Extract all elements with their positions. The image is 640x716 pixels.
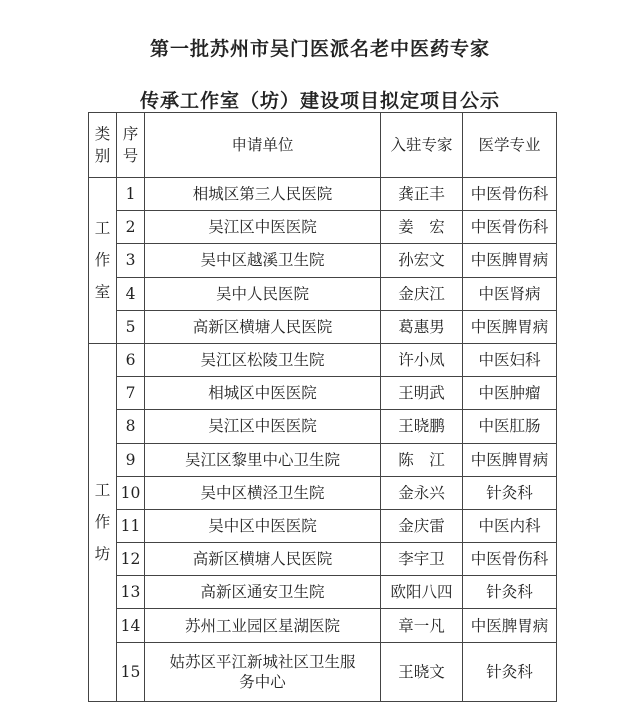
cell-expert: 王明武 — [381, 377, 463, 410]
cell-specialty: 中医肛肠 — [463, 410, 557, 443]
table-row — [89, 509, 557, 542]
cell-expert: 金庆江 — [381, 277, 463, 310]
cell-seq: 12 — [117, 543, 145, 576]
cell-expert: 李宇卫 — [381, 543, 463, 576]
cell-seq: 9 — [117, 443, 145, 476]
cell-unit: 吴江区黎里中心卫生院 — [145, 443, 381, 476]
cell-seq: 4 — [117, 277, 145, 310]
cell-expert: 王晓文 — [381, 642, 463, 701]
cell-unit: 相城区中医医院 — [145, 377, 381, 410]
cell-expert: 姜 宏 — [381, 211, 463, 244]
cell-seq: 11 — [117, 509, 145, 542]
cell-unit: 高新区横塘人民医院 — [145, 310, 381, 343]
cell-specialty: 中医脾胃病 — [463, 609, 557, 642]
cell-specialty: 针灸科 — [463, 476, 557, 509]
header-expert: 入驻专家 — [381, 113, 463, 178]
cell-specialty: 中医内科 — [463, 509, 557, 542]
cell-expert: 葛惠男 — [381, 310, 463, 343]
header-unit: 申请单位 — [145, 113, 381, 178]
table-row — [89, 178, 557, 211]
table-row — [89, 410, 557, 443]
cell-unit: 高新区横塘人民医院 — [145, 543, 381, 576]
cell-seq: 10 — [117, 476, 145, 509]
cell-unit: 姑苏区平江新城社区卫生服 务中心 — [145, 642, 381, 701]
header-seq: 序 号 — [117, 113, 145, 178]
project-table — [88, 112, 557, 702]
cell-specialty: 中医脾胃病 — [463, 443, 557, 476]
cell-specialty: 中医骨伤科 — [463, 543, 557, 576]
table-row — [89, 277, 557, 310]
cell-expert: 龚正丰 — [381, 178, 463, 211]
table-row — [89, 609, 557, 642]
cell-unit: 吴江区中医医院 — [145, 211, 381, 244]
cell-specialty: 中医脾胃病 — [463, 244, 557, 277]
cell-specialty: 中医肿瘤 — [463, 377, 557, 410]
cell-seq: 3 — [117, 244, 145, 277]
cell-expert: 章一凡 — [381, 609, 463, 642]
cell-specialty: 针灸科 — [463, 576, 557, 609]
group-workshop-room: 工 作 室 — [89, 178, 117, 344]
table-header-row — [89, 113, 557, 178]
table-row — [89, 476, 557, 509]
cell-unit: 高新区通安卫生院 — [145, 576, 381, 609]
cell-seq: 13 — [117, 576, 145, 609]
cell-unit: 吴江区松陵卫生院 — [145, 343, 381, 376]
table-row — [89, 576, 557, 609]
table-row — [89, 377, 557, 410]
table-row — [89, 642, 557, 701]
cell-unit: 吴江区中医医院 — [145, 410, 381, 443]
table-row — [89, 443, 557, 476]
table-row — [89, 211, 557, 244]
cell-specialty: 针灸科 — [463, 642, 557, 701]
cell-seq: 14 — [117, 609, 145, 642]
cell-expert: 金永兴 — [381, 476, 463, 509]
cell-seq: 1 — [117, 178, 145, 211]
cell-unit: 吴中区越溪卫生院 — [145, 244, 381, 277]
cell-specialty: 中医妇科 — [463, 343, 557, 376]
cell-seq: 2 — [117, 211, 145, 244]
cell-specialty: 中医肾病 — [463, 277, 557, 310]
cell-unit: 相城区第三人民医院 — [145, 178, 381, 211]
cell-seq: 8 — [117, 410, 145, 443]
cell-seq: 7 — [117, 377, 145, 410]
document-title-line2: 传承工作室（坊）建设项目拟定项目公示 — [139, 90, 500, 112]
table-row — [89, 310, 557, 343]
cell-expert: 金庆雷 — [381, 509, 463, 542]
cell-expert: 欧阳八四 — [381, 576, 463, 609]
cell-seq: 15 — [117, 642, 145, 701]
cell-expert: 王晓鹏 — [381, 410, 463, 443]
table-row — [89, 244, 557, 277]
cell-expert: 孙宏文 — [381, 244, 463, 277]
group-workshop-fang: 工 作 坊 — [89, 343, 117, 701]
table-row — [89, 343, 557, 376]
cell-unit: 吴中区中医医院 — [145, 509, 381, 542]
cell-specialty: 中医骨伤科 — [463, 178, 557, 211]
cell-specialty: 中医骨伤科 — [463, 211, 557, 244]
cell-unit: 苏州工业园区星湖医院 — [145, 609, 381, 642]
cell-seq: 6 — [117, 343, 145, 376]
cell-specialty: 中医脾胃病 — [463, 310, 557, 343]
cell-expert: 许小凤 — [381, 343, 463, 376]
table-row — [89, 543, 557, 576]
document-title-line1: 第一批苏州市吴门医派名老中医药专家 — [149, 38, 490, 60]
cell-expert: 陈 江 — [381, 443, 463, 476]
header-category: 类 别 — [89, 113, 117, 178]
header-specialty: 医学专业 — [463, 113, 557, 178]
cell-seq: 5 — [117, 310, 145, 343]
cell-unit: 吴中区横泾卫生院 — [145, 476, 381, 509]
cell-unit: 吴中人民医院 — [145, 277, 381, 310]
